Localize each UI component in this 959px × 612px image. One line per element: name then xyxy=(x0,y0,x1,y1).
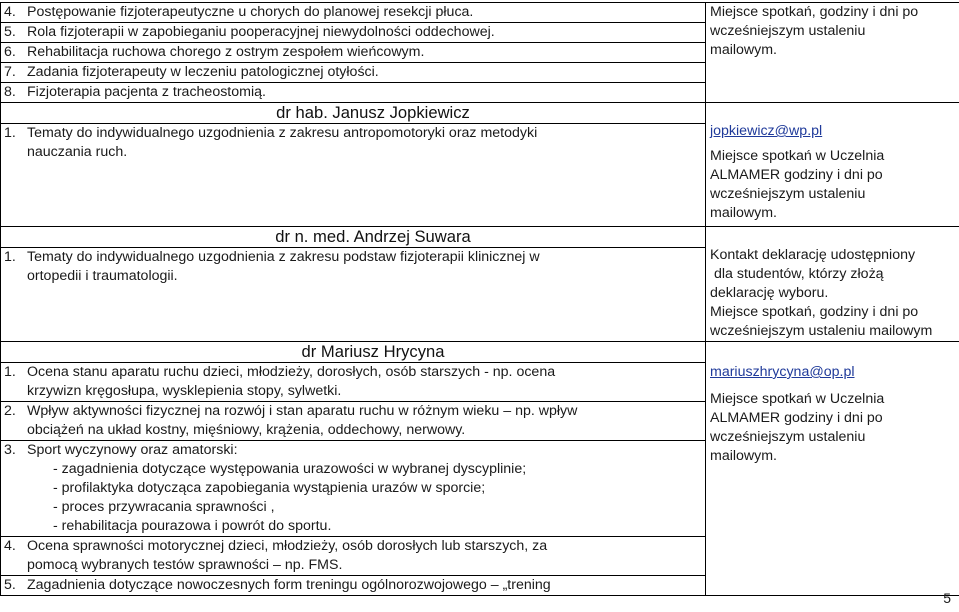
list-item xyxy=(1,3,705,22)
section-3-contact xyxy=(706,227,959,342)
contact-line: mailowym. xyxy=(710,42,778,58)
item-text: - profilaktyka dotycząca zapobiegania wystąpienia urazów w sporcie; xyxy=(53,480,486,496)
section-1-row xyxy=(1,3,959,103)
item-number: 2. xyxy=(4,403,16,419)
item-number: 1. xyxy=(4,364,16,380)
item-text: - proces przywracania sprawności , xyxy=(53,499,275,515)
item-text: Zadania fizjoterapeuty w leczeniu patologicznej otyłości. xyxy=(27,64,379,80)
item-number: 6. xyxy=(4,44,16,60)
contact-line: deklarację wyboru. xyxy=(710,285,829,301)
item-number: 5. xyxy=(4,577,16,593)
sub-list-item xyxy=(1,460,705,479)
sub-list-item xyxy=(1,479,705,498)
sub-list-item xyxy=(1,498,705,517)
item-text: Sport wyczynowy oraz amatorski: xyxy=(27,442,238,458)
list-item xyxy=(1,362,705,401)
section-4-row xyxy=(1,342,959,596)
contact-line: wcześniejszym ustaleniu xyxy=(710,186,866,202)
contact-line: Miejsce spotkań w Uczelnia xyxy=(710,391,885,407)
item-number: 8. xyxy=(4,84,16,100)
page-number: 5 xyxy=(943,590,951,606)
section-1-contact xyxy=(706,3,959,103)
supervisor-heading: dr hab. Janusz Jopkiewicz xyxy=(276,103,470,122)
contact-line: wcześniejszym ustaleniu mailowym xyxy=(710,323,933,339)
contact-line: Miejsce spotkań, godziny i dni po xyxy=(710,304,919,320)
contact-line: ALMAMER godziny i dni po xyxy=(710,410,883,426)
contact-line: mailowym. xyxy=(710,448,778,464)
item-text: Postępowanie fizjoterapeutyczne u chorych do planowej resekcji płuca. xyxy=(27,4,474,20)
item-number: 1. xyxy=(4,125,16,141)
item-text: Zagadnienia dotyczące nowoczesnych form treningu ogólnorozwojowego – „trening xyxy=(27,577,551,593)
supervisor-heading: dr n. med. Andrzej Suwara xyxy=(275,227,471,246)
list-item xyxy=(1,575,705,595)
item-text: Rehabilitacja ruchowa chorego z ostrym zespołem wieńcowym. xyxy=(27,44,425,60)
item-number: 5. xyxy=(4,24,16,40)
item-number: 7. xyxy=(4,64,16,80)
list-item xyxy=(1,82,705,102)
item-text: Ocena sprawności motorycznej dzieci, młodzieży, osób dorosłych lub starszych, za pomocą wybranych testów sprawności – np. FMS. xyxy=(27,538,548,573)
topics-table xyxy=(0,2,959,596)
section-2-contact xyxy=(706,103,959,227)
item-text: Rola fizjoterapii w zapobieganiu pooperacyjnej niewydolności oddechowej. xyxy=(27,24,495,40)
item-number: 3. xyxy=(4,442,16,458)
section-3-topics xyxy=(1,227,706,342)
section-3-row xyxy=(1,227,959,342)
item-number: 1. xyxy=(4,249,16,265)
contact-line: dla studentów, którzy złożą xyxy=(714,266,884,282)
contact-line: Kontakt deklarację udostępniony xyxy=(710,247,916,263)
list-item xyxy=(1,22,705,42)
item-number: 4. xyxy=(4,538,16,554)
section-4-contact xyxy=(706,342,959,596)
section-2-topics xyxy=(1,103,706,227)
item-text: Ocena stanu aparatu ruchu dzieci, młodzieży, dorosłych, osób starszych - np. ocena krzywizn kręgosłupa, wysklepienia stopy, sylwetki. xyxy=(27,364,556,399)
list-item xyxy=(1,536,705,575)
contact-line: mailowym. xyxy=(710,205,778,221)
section-1-topics xyxy=(1,3,706,103)
section-2-row xyxy=(1,103,959,227)
item-text: Tematy do indywidualnego uzgodnienia z zakresu podstaw fizjoterapii klinicznej w ortopedii i traumatologii. xyxy=(27,249,540,284)
item-number: 4. xyxy=(4,4,16,20)
contact-line: wcześniejszym ustaleniu xyxy=(710,429,866,445)
list-item xyxy=(1,42,705,62)
supervisor-heading: dr Mariusz Hrycyna xyxy=(301,342,445,361)
list-item xyxy=(1,401,705,440)
list-item xyxy=(1,62,705,82)
item-text: Fizjoterapia pacjenta z tracheostomią. xyxy=(27,84,266,100)
item-text: Wpływ aktywności fizycznej na rozwój i stan aparatu ruchu w różnym wieku – np. wpływ obciążeń na układ kostny, mięśniowy, krążenia, oddechowy, nerwowy. xyxy=(27,403,578,438)
item-text: - rehabilitacja pourazowa i powrót do sportu. xyxy=(53,518,332,534)
email-link[interactable]: jopkiewicz@wp.pl xyxy=(710,123,823,139)
email-link[interactable]: mariuszhrycyna@op.pl xyxy=(710,364,855,380)
list-item xyxy=(1,123,705,162)
sub-list-item xyxy=(1,517,705,536)
list-item xyxy=(1,247,705,286)
contact-line: Miejsce spotkań, godziny i dni po xyxy=(710,4,919,20)
item-text: - zagadnienia dotyczące występowania urazowości w wybranej dyscyplinie; xyxy=(53,461,527,477)
list-item xyxy=(1,440,705,460)
section-4-topics xyxy=(1,342,706,596)
contact-line: Miejsce spotkań w Uczelnia xyxy=(710,148,885,164)
item-text: Tematy do indywidualnego uzgodnienia z zakresu antropomotoryki oraz metodyki nauczania ruch. xyxy=(27,125,538,160)
contact-line: ALMAMER godziny i dni po xyxy=(710,167,883,183)
contact-line: wcześniejszym ustaleniu xyxy=(710,23,866,39)
